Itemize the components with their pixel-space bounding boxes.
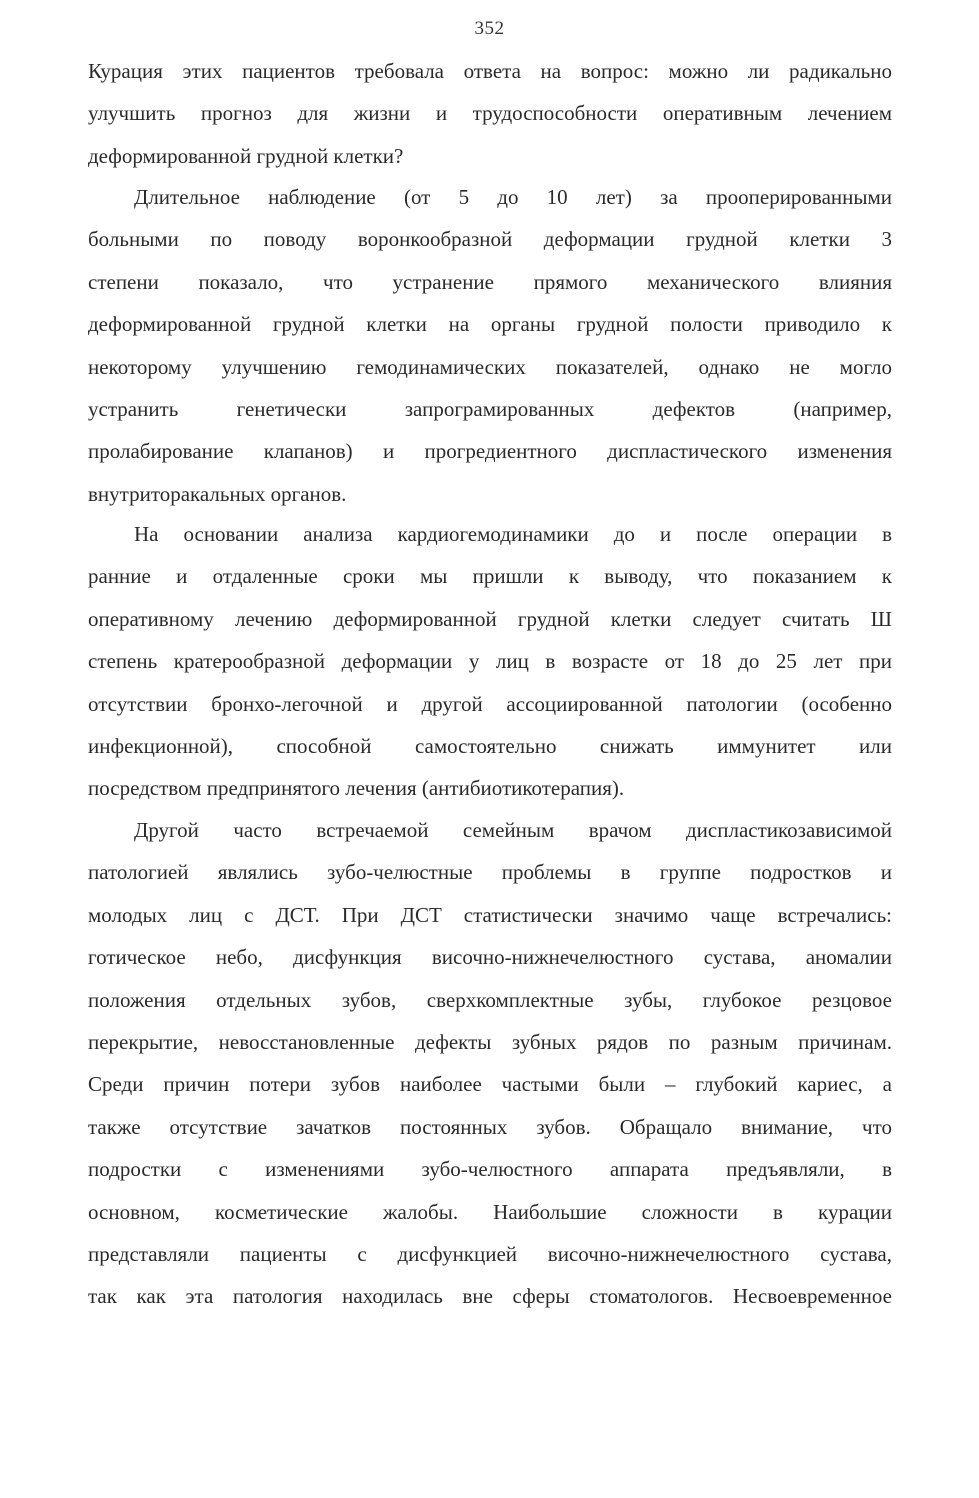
paragraph-line: степени показало, что устранение прямого механического влияния bbox=[88, 269, 892, 294]
paragraph-line: положения отдельных зубов, сверхкомплектные зубы, глубокое резцовое bbox=[88, 987, 892, 1012]
paragraph-line: деформированной грудной клетки на органы грудной полости приводило к bbox=[88, 312, 892, 337]
paragraph-line: основном, косметические жалобы. Наибольшие сложности в курации bbox=[88, 1199, 892, 1224]
paragraph-line: больными по поводу воронкообразной деформации грудной клетки 3 bbox=[88, 227, 892, 252]
paragraph-3 bbox=[88, 513, 892, 810]
paragraph-line: Другой часто встречаемой семейным врачом диспластикозависимой bbox=[134, 818, 892, 842]
paragraph-line: также отсутствие зачатков постоянных зубов. Обращало внимание, что bbox=[88, 1114, 892, 1139]
paragraph-line: Длительное наблюдение (от 5 до 10 лет) за прооперированными bbox=[134, 185, 892, 209]
paragraph-line: степень кратерообразной деформации у лиц в возрасте от 18 до 25 лет при bbox=[88, 649, 892, 674]
paragraph-line: На основании анализа кардиогемодинамики до и после операции в bbox=[134, 522, 892, 546]
paragraph-line: ранние и отдаленные сроки мы пришли к выводу, что показанием к bbox=[88, 564, 892, 589]
paragraph-line: Курация этих пациентов требовала ответа на вопрос: можно ли радикально bbox=[88, 59, 892, 83]
paragraph-line: оперативному лечению деформированной грудной клетки следует считать Ш bbox=[88, 606, 892, 631]
paragraph-line: перекрытие, невосстановленные дефекты зубных рядов по разным причинам. bbox=[88, 1029, 892, 1054]
paragraph-line: внутриторакальных органов. bbox=[88, 481, 347, 506]
paragraph-line: Среди причин потери зубов наиболее частыми были – глубокий кариес, а bbox=[88, 1072, 892, 1097]
paragraph-2 bbox=[88, 176, 892, 515]
paragraph-line: деформированной грудной клетки? bbox=[88, 143, 404, 168]
paragraph-line: пролабирование клапанов) и прогредиентного диспластического изменения bbox=[88, 439, 892, 464]
paragraph-line: подростки с изменениями зубо-челюстного аппарата предъявляли, в bbox=[88, 1157, 892, 1182]
paragraph-line: некоторому улучшению гемодинамических показателей, однако не могло bbox=[88, 354, 892, 379]
paragraph-line: патологией являлись зубо-челюстные проблемы в группе подростков и bbox=[88, 860, 892, 885]
paragraph-line: готическое небо, дисфункция височно-нижнечелюстного сустава, аномалии bbox=[88, 945, 892, 970]
paragraph-line: так как эта патология находилась вне сферы стоматологов. Несвоевременное bbox=[88, 1284, 892, 1309]
paragraph-4 bbox=[88, 809, 892, 1318]
paragraph-line: отсутствии бронхо-легочной и другой ассоциированной патологии (особенно bbox=[88, 691, 892, 716]
paragraph-line: посредством предпринятого лечения (антибиотикотерапия). bbox=[88, 776, 625, 801]
paragraph-1 bbox=[88, 50, 892, 177]
paragraph-line: молодых лиц с ДСТ. При ДСТ статистически значимо чаще встречались: bbox=[88, 902, 892, 927]
paragraph-line: улучшить прогноз для жизни и трудоспособности оперативным лечением bbox=[88, 101, 892, 126]
paragraph-line: устранить генетически запрограмированных дефектов (например, bbox=[88, 396, 892, 421]
paragraph-line: представляли пациенты с дисфункцией височно-нижнечелюстного сустава, bbox=[88, 1241, 892, 1266]
page-number: 352 bbox=[474, 18, 505, 39]
paragraph-line: инфекционной), способной самостоятельно снижать иммунитет или bbox=[88, 733, 892, 758]
